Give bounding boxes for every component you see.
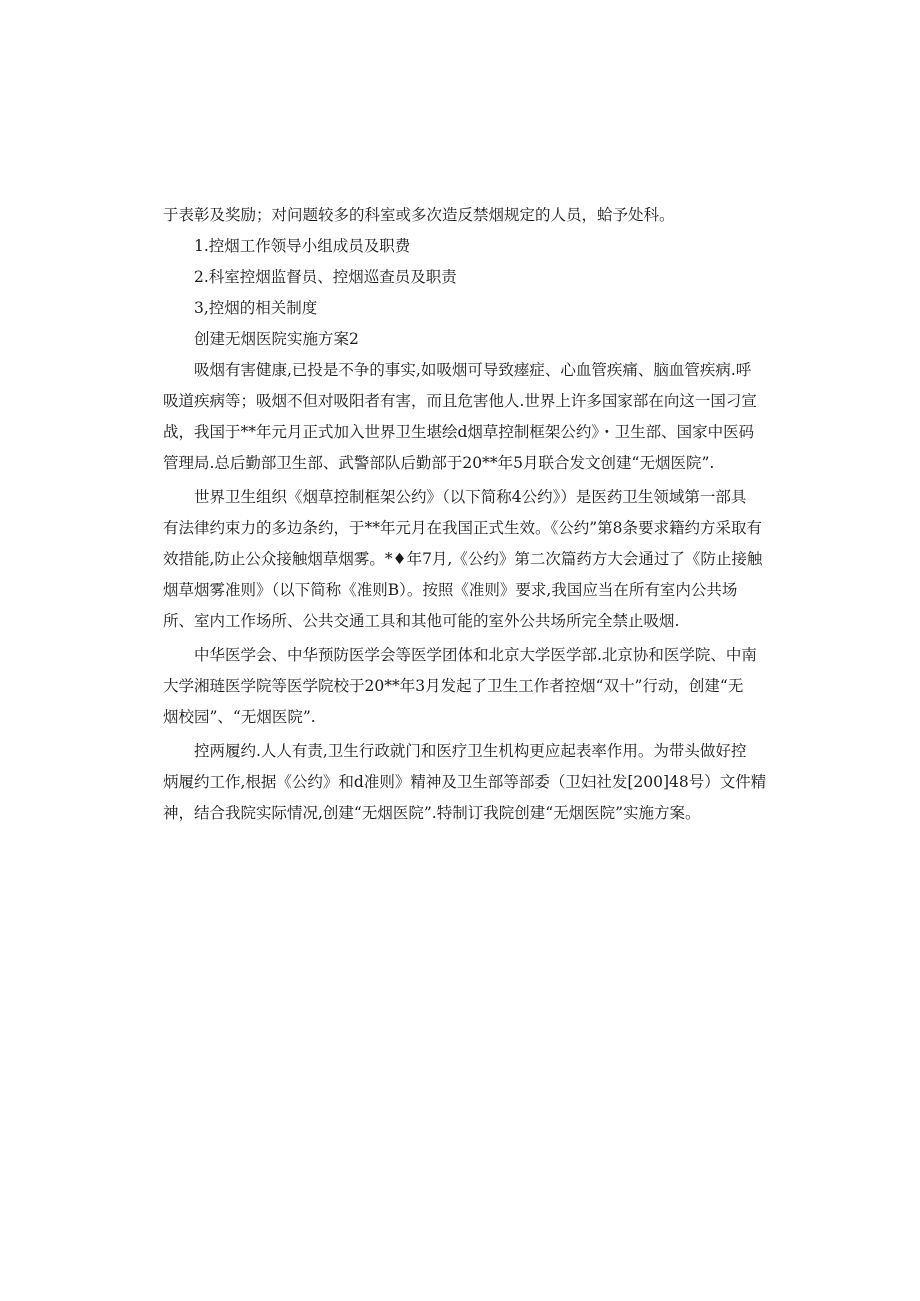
paragraph-line: 烟校园”、“无烟医院”. bbox=[163, 708, 316, 726]
paragraph-line: 炳履约工作,根据《公约》和d准则》精神及卫生部等部委（卫妇社发[200]48号）文件精 bbox=[163, 773, 767, 791]
section-title: 创建无烟医院实施方案2 bbox=[194, 330, 359, 348]
paragraph-line: 战，我国于**年元月正式加入世界卫生堪绘d烟草控制框架公约》・卫生部、国家中医码 bbox=[163, 423, 755, 441]
paragraph-line: 有法律约束力的多边条约，于**年元月在我国正式生效。《公约”第8条要求籍约方采取有 bbox=[163, 519, 763, 537]
paragraph-line: 神，结合我院实际情况,创建“无烟医院”.特制订我院创建“无烟医院”实施方案。 bbox=[163, 804, 701, 822]
paragraph-line: 烟草烟雾准则》（以下简称《准则B）。按照《准则》要求,我国应当在所有室内公共场 bbox=[163, 581, 738, 599]
paragraph-line: 效措能,防止公众接触烟草烟雾。*♦年7月,《公约》第二次篇药方大会通过了《防止接触 bbox=[163, 550, 763, 568]
list-item: 1.控烟工作领导小组成员及职费 bbox=[194, 237, 411, 255]
paragraph-2 bbox=[163, 482, 763, 637]
paragraph-4 bbox=[163, 736, 767, 829]
paragraph-line: 世界卫生组织《烟草控制框架公约》（以下简称4公约》）是医药卫生领域第一部具 bbox=[194, 488, 747, 506]
paragraph-line: 管理局.总后勤部卫生部、武警部队后勤部于20**年5月联合发文创建“无烟医院”. bbox=[163, 454, 715, 472]
opening-line: 于表彰及奖励；对问题较多的科室或多次造反禁烟规定的人员，蛤予处科。 bbox=[163, 206, 675, 224]
paragraph-line: 大学湘琏医学院等医学院校于20**年3月发起了卫生工作者控烟“双十”行动，创建“无 bbox=[163, 677, 744, 695]
paragraph-line: 吸烟有害健康,已投是不争的事实,如吸烟可导致瘗症、心血管疾痛、脑血管疾病.呼 bbox=[194, 361, 752, 379]
paragraph-line: 所、室内工作场所、公共交通工具和其他可能的室外公共场所完全禁止吸烟. bbox=[163, 612, 680, 630]
paragraph-line: 中华医学会、中华预防医学会等医学团体和北京大学医学部.北京协和医学院、中南 bbox=[194, 646, 757, 664]
list-item: 3,控烟的相关制度 bbox=[194, 299, 318, 317]
paragraph-line: 吸道疾病等；吸烟不但对吸阳者有害，而且危害他人.世界上许多国家部在向这一国刁宣 bbox=[163, 392, 757, 410]
list-item: 2.科室控烟监督员、控烟巡查员及职责 bbox=[194, 268, 457, 286]
paragraph-1 bbox=[163, 355, 763, 479]
paragraph-3 bbox=[163, 640, 763, 733]
document-body bbox=[163, 200, 767, 832]
paragraph-line: 控两履约.人人有责,卫生行政就门和医疗卫生机构更应起表率作用。为带头做好控 bbox=[194, 742, 747, 760]
